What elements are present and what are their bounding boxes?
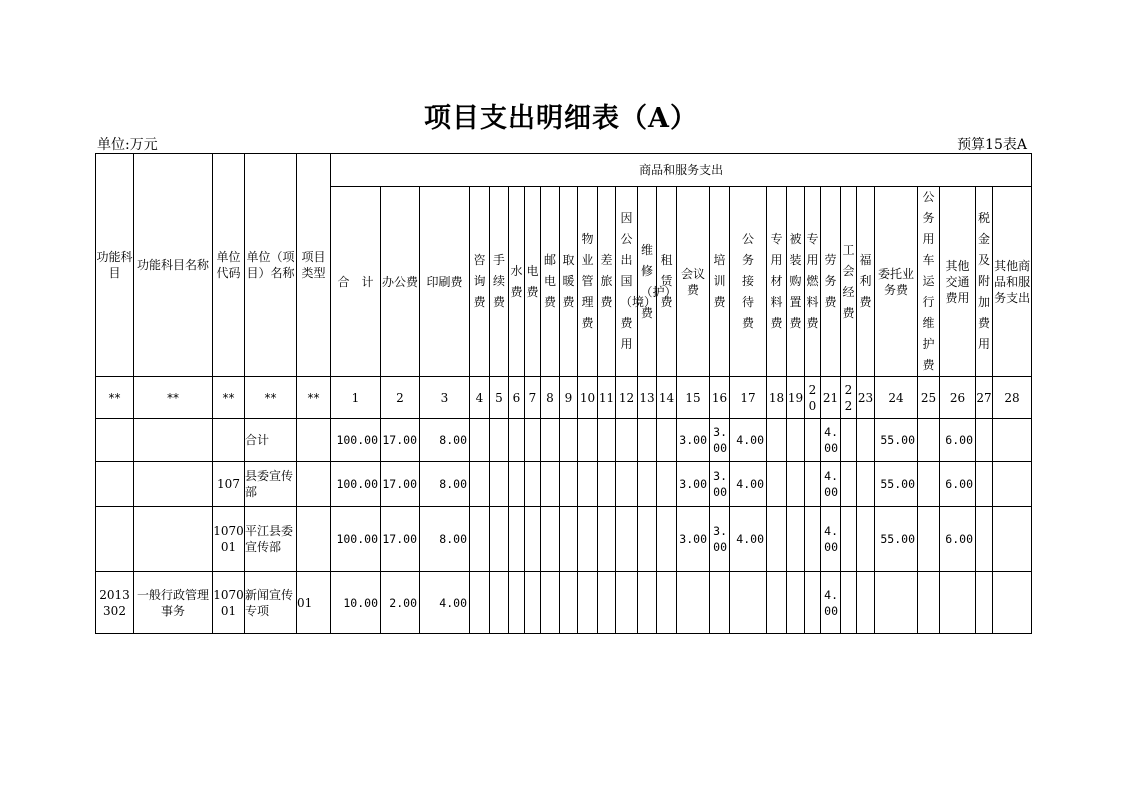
table-cell [767, 419, 787, 462]
index-cell: 16 [710, 377, 730, 419]
table-cell [638, 462, 657, 507]
table-cell [841, 419, 857, 462]
index-cell: ** [213, 377, 245, 419]
table-cell [710, 572, 730, 634]
subheader-cell: 委托业务费 [875, 187, 918, 377]
table-cell [805, 572, 821, 634]
index-cell: 7 [525, 377, 541, 419]
table-cell: 3.00 [710, 462, 730, 507]
table-cell [841, 462, 857, 507]
table-cell [841, 572, 857, 634]
table-cell: 17.00 [381, 507, 420, 572]
index-cell: 19 [787, 377, 805, 419]
table-cell: 3.00 [677, 419, 710, 462]
table-cell [730, 572, 767, 634]
index-cell: 21 [821, 377, 841, 419]
index-cell: 14 [657, 377, 677, 419]
table-cell [805, 419, 821, 462]
table-cell: 6.00 [940, 419, 976, 462]
subheader-label: 邮电费 [543, 253, 556, 309]
subheader-cell [525, 187, 541, 377]
subheader-label: 工会经费 [842, 242, 855, 320]
table-cell [918, 419, 940, 462]
table-cell [657, 507, 677, 572]
table-cell [638, 572, 657, 634]
subheader-cell [841, 187, 857, 377]
index-cell: 1 [331, 377, 381, 419]
table-row [96, 419, 1032, 462]
table-cell [616, 507, 638, 572]
table-cell [560, 462, 578, 507]
subheader-cell: 其他商品和服务支出 [993, 187, 1032, 377]
table-cell [134, 507, 213, 572]
subheader-cell [805, 187, 821, 377]
subheader-cell [976, 187, 993, 377]
subheader-label: 物业管理费 [581, 232, 594, 330]
table-cell [541, 462, 560, 507]
table-cell: 01 [297, 572, 331, 634]
table-cell [96, 462, 134, 507]
table-cell [525, 419, 541, 462]
table-cell [918, 572, 940, 634]
header-cell: 功能科目 [96, 154, 134, 377]
subheader-cell [821, 187, 841, 377]
table-cell [96, 419, 134, 462]
table-cell [767, 462, 787, 507]
table-cell [993, 419, 1032, 462]
table-cell: 4.00 [821, 419, 841, 462]
table-cell [805, 507, 821, 572]
table-cell [560, 507, 578, 572]
subheader-label: 公务接待费 [741, 232, 754, 330]
table-cell [657, 462, 677, 507]
table-cell: 合计 [245, 419, 297, 462]
table-cell [993, 462, 1032, 507]
table-cell: 8.00 [420, 507, 470, 572]
table-cell: 55.00 [875, 419, 918, 462]
table-cell [787, 462, 805, 507]
table-cell: 新闻宣传专项 [245, 572, 297, 634]
table-cell [976, 462, 993, 507]
table-cell [297, 462, 331, 507]
table-cell: 8.00 [420, 419, 470, 462]
table-cell [490, 507, 509, 572]
index-cell: ** [297, 377, 331, 419]
subheader-cell [470, 187, 490, 377]
index-cell: 20 [805, 377, 821, 419]
table-cell [857, 462, 875, 507]
table-cell [509, 462, 525, 507]
subheader-label: 取暖费 [562, 253, 575, 309]
subheader-label: 税金及附加费用 [977, 211, 990, 351]
table-cell [638, 419, 657, 462]
table-cell [616, 462, 638, 507]
index-cell: 9 [560, 377, 578, 419]
table-cell [787, 507, 805, 572]
table-cell [638, 507, 657, 572]
subheader-label: 差旅费 [600, 253, 613, 309]
table-cell: 100.00 [331, 419, 381, 462]
index-cell: 22 [841, 377, 857, 419]
subheader-cell [541, 187, 560, 377]
table-cell: 4.00 [730, 419, 767, 462]
table-cell [525, 462, 541, 507]
table-cell [134, 462, 213, 507]
table-cell: 4.00 [730, 462, 767, 507]
index-row [96, 377, 1032, 419]
table-cell: 10.00 [331, 572, 381, 634]
table-row [96, 507, 1032, 572]
index-cell: 25 [918, 377, 940, 419]
table-cell [857, 572, 875, 634]
table-cell [578, 419, 598, 462]
table-cell: 4.00 [730, 507, 767, 572]
index-cell: 17 [730, 377, 767, 419]
table-cell [541, 572, 560, 634]
table-cell [470, 419, 490, 462]
table-cell: 4.00 [821, 462, 841, 507]
table-cell [578, 572, 598, 634]
index-cell: ** [96, 377, 134, 419]
table-cell [677, 572, 710, 634]
index-cell: ** [245, 377, 297, 419]
unit-label: 单位:万元 [97, 137, 158, 153]
index-cell: ** [134, 377, 213, 419]
table-cell [616, 419, 638, 462]
subheader-cell: 印刷费 [420, 187, 470, 377]
table-cell [976, 419, 993, 462]
table-cell: 107 [213, 462, 245, 507]
table-cell [541, 419, 560, 462]
table-cell [560, 572, 578, 634]
index-cell: 15 [677, 377, 710, 419]
subheader-cell [657, 187, 677, 377]
table-cell [490, 462, 509, 507]
table-cell: 2.00 [381, 572, 420, 634]
table-cell: 一般行政管理事务 [134, 572, 213, 634]
index-cell: 10 [578, 377, 598, 419]
table-cell: 17.00 [381, 462, 420, 507]
table-cell [525, 572, 541, 634]
table-cell [578, 462, 598, 507]
table-cell [767, 507, 787, 572]
table-cell [598, 507, 616, 572]
table-cell [509, 572, 525, 634]
table-cell [918, 462, 940, 507]
table-cell [297, 507, 331, 572]
table-cell [976, 507, 993, 572]
table-cell: 6.00 [940, 462, 976, 507]
table-cell [213, 419, 245, 462]
table-cell: 55.00 [875, 507, 918, 572]
subheader-cell: 合 计 [331, 187, 381, 377]
index-cell: 13 [638, 377, 657, 419]
index-cell: 4 [470, 377, 490, 419]
table-cell: 100.00 [331, 507, 381, 572]
table-cell: 6.00 [940, 507, 976, 572]
subheader-label: 因公出国（境）费用 [620, 211, 657, 351]
subheader-label: 手续费 [492, 253, 505, 309]
header-cell: 单位代码 [213, 154, 245, 377]
subheader-label: 租赁费 [660, 253, 673, 309]
group-header: 商品和服务支出 [331, 154, 1032, 187]
header-cell: 功能科目名称 [134, 154, 213, 377]
subheader-label: 电费 [526, 263, 539, 299]
table-cell [560, 419, 578, 462]
table-cell: 4.00 [420, 572, 470, 634]
table-cell: 县委宣传部 [245, 462, 297, 507]
subheader-label: 水费 [510, 263, 523, 299]
index-cell: 8 [541, 377, 560, 419]
table-cell [767, 572, 787, 634]
table-cell [918, 507, 940, 572]
table-cell [805, 462, 821, 507]
subheader-label: 劳务费 [824, 253, 837, 309]
table-cell [578, 507, 598, 572]
table-cell: 100.00 [331, 462, 381, 507]
table-cell [490, 572, 509, 634]
index-cell: 18 [767, 377, 787, 419]
table-cell [297, 419, 331, 462]
subheader-cell [857, 187, 875, 377]
table-cell [96, 507, 134, 572]
index-cell: 12 [616, 377, 638, 419]
subheader-label: 福利费 [859, 253, 872, 309]
table-cell: 107001 [213, 572, 245, 634]
expenditure-table [95, 153, 1032, 634]
subheader-label: 维修（护）费 [640, 242, 677, 320]
table-cell [525, 507, 541, 572]
index-cell: 11 [598, 377, 616, 419]
table-cell: 3.00 [677, 507, 710, 572]
table-cell: 2013302 [96, 572, 134, 634]
index-cell: 6 [509, 377, 525, 419]
subheader-label: 被装购置费 [789, 232, 802, 330]
table-cell: 3.00 [710, 507, 730, 572]
index-cell: 28 [993, 377, 1032, 419]
table-row [96, 462, 1032, 507]
table-cell: 8.00 [420, 462, 470, 507]
table-cell [787, 419, 805, 462]
table-cell [509, 507, 525, 572]
table-cell: 3.00 [677, 462, 710, 507]
subheader-label: 专用燃料费 [806, 232, 819, 330]
subheader-cell [616, 187, 657, 377]
subheader-cell [578, 187, 598, 377]
header-cell: 项目类型 [297, 154, 331, 377]
table-cell: 55.00 [875, 462, 918, 507]
index-cell: 24 [875, 377, 918, 419]
index-cell: 3 [420, 377, 470, 419]
table-cell [470, 462, 490, 507]
table-cell [940, 572, 976, 634]
index-cell: 27 [976, 377, 993, 419]
index-cell: 26 [940, 377, 976, 419]
header-cell: 单位（项目）名称 [245, 154, 297, 377]
table-cell [841, 507, 857, 572]
table-cell [787, 572, 805, 634]
table-cell [598, 462, 616, 507]
table-number: 预算15表A [957, 137, 1027, 153]
subheader-cell [710, 187, 730, 377]
table-cell [134, 419, 213, 462]
table-cell [993, 572, 1032, 634]
subheader-cell: 其他交通费用 [940, 187, 976, 377]
subheader-cell: 办公费 [381, 187, 420, 377]
table-cell: 平江县委宣传部 [245, 507, 297, 572]
table-cell: 3.00 [710, 419, 730, 462]
subheader-cell: 会议费 [677, 187, 710, 377]
subheader-label: 专用材料费 [770, 232, 783, 330]
subheader-label: 公务用车运行维护费 [922, 190, 935, 372]
subheader-cell [560, 187, 578, 377]
index-cell: 23 [857, 377, 875, 419]
table-cell [470, 507, 490, 572]
subheader-cell [730, 187, 767, 377]
table-cell: 4.00 [821, 572, 841, 634]
subheader-label: 培训费 [713, 253, 726, 309]
table-cell [598, 572, 616, 634]
table-cell [616, 572, 638, 634]
page-title: 项目支出明细表（A） [424, 103, 698, 134]
table-cell: 4.00 [821, 507, 841, 572]
index-cell: 5 [490, 377, 509, 419]
subheader-cell [787, 187, 805, 377]
index-cell: 2 [381, 377, 420, 419]
table-cell [993, 507, 1032, 572]
table-cell [509, 419, 525, 462]
table-cell [657, 419, 677, 462]
header-row-group [96, 154, 1032, 187]
table-cell [598, 419, 616, 462]
table-cell: 107001 [213, 507, 245, 572]
subheader-cell [509, 187, 525, 377]
table-cell: 17.00 [381, 419, 420, 462]
subheader-cell [767, 187, 787, 377]
subheader-cell [490, 187, 509, 377]
table-cell [857, 419, 875, 462]
subheader-cell [918, 187, 940, 377]
table-cell [657, 572, 677, 634]
table-row [96, 572, 1032, 634]
table-cell [470, 572, 490, 634]
subheader-cell [598, 187, 616, 377]
subheader-label: 咨询费 [473, 253, 486, 309]
table-cell [857, 507, 875, 572]
table-cell [875, 572, 918, 634]
table-cell [541, 507, 560, 572]
table-cell [490, 419, 509, 462]
table-cell [976, 572, 993, 634]
